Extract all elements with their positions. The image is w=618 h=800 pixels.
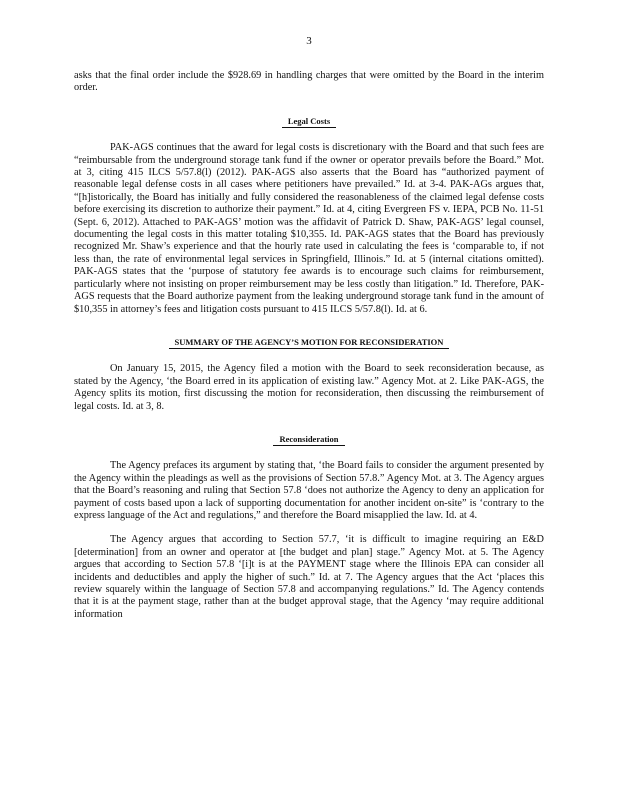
paragraph-gap bbox=[74, 522, 544, 534]
summary-heading bbox=[74, 336, 544, 348]
legal-costs-paragraph: PAK-AGS continues that the award for legal costs is discretionary with the Board and that such fees are “reimbursable from the underground storage tank fund if the owner or operator prevails before the Board.” Mot. at 3, citing 415 ILCS 5/57.8(l) (2012). PAK-AGS also asserts that the Board has “authorized payment of reasonable legal defense costs in all cases where petitioners have prevailed.” Id. at 3-4. PAK-AGs argues that, “[h]istorically, the Board has initially and fully considered the reasonableness of the claimed legal defense costs before exercising its discretion to authorize their payment.” Id. at 4, citing Evergreen FS v. IEPA, PCB No. 11-51 (Sept. 6, 2012). Attached to PAK-AGS’ motion was the affidavit of Patrick D. Shaw, PAK-AGS’ legal counsel, documenting the legal costs in this matter totaling $10,355. Id. PAK-AGS states that the Board has previously recognized Mr. Shaw’s experience and that the hourly rate used in calculating the fees is ‘comparable to, if not less than, the rate of environmental legal services in Springfield, Illinois.” Id. at 5 (internal citations omitted). PAK-AGS states that the ‘purpose of statutory fee awards is to encourage such claims for reimbursement, particularly where not insisting on proper reimbursement may be less costly than litigation.” Id. Therefore, PAK-AGS requests that the Board authorize payment from the leaking underground storage tank fund in the amount of $10,355 in attorney’s fees and litigation costs pursuant to 415 ILCS 5/57.8(l). Id. at 6. bbox=[74, 142, 544, 315]
legal-costs-heading-text: Legal Costs bbox=[282, 116, 336, 128]
reconsideration-paragraph-1: The Agency prefaces its argument by stating that, ‘the Board fails to consider the argument presented by the Agency within the pleadings as well as the provisions of Section 57.8.” Agency Mot. at 3. The Agency argues that the Board’s reasoning and ruling that Section 57.8 ‘does not authorize the Agency to deny an application for payment of costs based upon a lack of supporting documentation for another incident on-site” is ‘contrary to the express language of the Act and regulations,” and therefore the Board misapplied the law. Id. at 4. bbox=[74, 460, 544, 521]
legal-costs-heading bbox=[74, 115, 544, 127]
reconsideration-paragraph-2: The Agency argues that according to Section 57.7, ‘it is difficult to imagine requiring an E&D [determination] from an owner and operator at [the budget and plan] stage.” Agency Mot. at 5. The Agency argues that according to Section 57.8 ‘[i]t is at the PAYMENT stage where the Illinois EPA can consider all incidents and deductibles and apply the higher of such.” Id. at 7. The Agency argues that the Act ‘places this review squarely within the language of Section 57.8 and accompanying regulations.” Id. The Agency contends that it is at the payment stage, rather than at the budget approval stage, that the Agency ‘may require additional information bbox=[74, 534, 544, 620]
summary-heading-text: SUMMARY OF THE AGENCY’S MOTION FOR RECONSIDERATION bbox=[169, 337, 450, 349]
page-number: 3 bbox=[306, 35, 312, 47]
intro-paragraph: asks that the final order include the $928.69 in handling charges that were omitted by the Board in the interim order. bbox=[74, 70, 544, 94]
summary-paragraph: On January 15, 2015, the Agency filed a motion with the Board to seek reconsideration because, as stated by the Agency, ‘the Board erred in its application of existing law.” Agency Mot. at 2. Like PAK-AGS, the Agency splits its motion, first discussing the motion for reconsideration, then discussing the reimbursement of legal costs. Id. at 3, 8. bbox=[74, 363, 544, 412]
reconsideration-heading-text: Reconsideration bbox=[273, 434, 344, 446]
document-body bbox=[74, 70, 544, 621]
reconsideration-heading bbox=[74, 433, 544, 445]
